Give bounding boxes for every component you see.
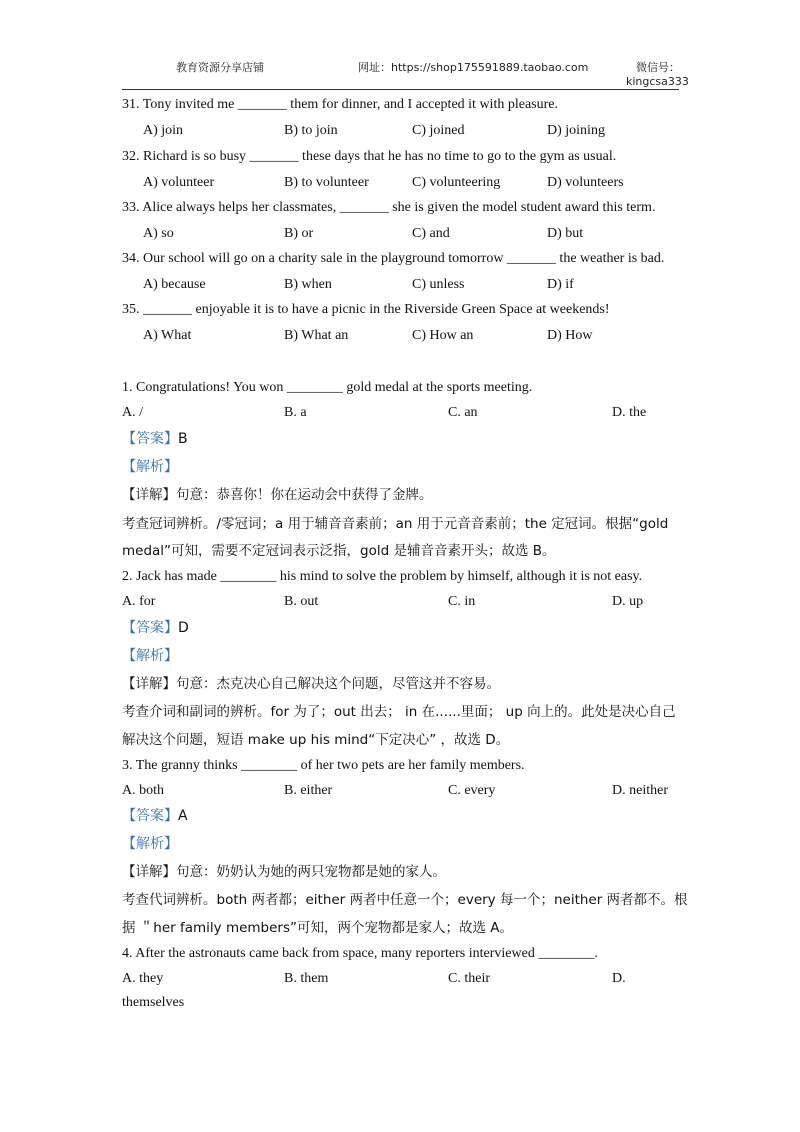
question-35: 35. _______ enjoyable it is to have a picnic in the Riverside Green Space at weekends!	[122, 302, 610, 317]
explanation-2-line1: 考查介词和副词的辨析。for 为了；out 出去； in 在......里面； up 向上的。此处是决心自己	[122, 704, 676, 720]
option-a: A. for	[122, 594, 156, 609]
answer-options-2	[122, 593, 682, 611]
option-d: D. neither	[612, 783, 668, 798]
options-35	[122, 327, 682, 345]
option-c: C) joined	[412, 123, 465, 138]
question-32: 32. Richard is so busy _______ these days that he has no time to go to the gym as usual.	[122, 149, 617, 164]
explanation-1-line1: 考查冠词辨析。/零冠词；a 用于辅音音素前；an 用于元音音素前；the 定冠词。根据“gold	[122, 516, 669, 532]
option-a: A. both	[122, 783, 164, 798]
option-b: B. either	[284, 783, 333, 798]
option-c: C. their	[448, 971, 490, 986]
option-c: C) volunteering	[412, 175, 501, 190]
option-c: C) How an	[412, 328, 474, 343]
explanation-2-line2: 解决这个问题，短语 make up his mind“下定决心” ，故选 D。	[122, 732, 510, 748]
options-31	[122, 122, 682, 140]
answer-options-4	[122, 970, 682, 988]
header-shop: 教育资源分享店铺	[176, 61, 264, 74]
answer-question-1: 1. Congratulations! You won ________ gold medal at the sports meeting.	[122, 380, 533, 395]
header-divider	[122, 89, 679, 90]
detail-2: 【详解】句意：杰克决心自己解决这个问题，尽管这并不容易。	[122, 676, 500, 692]
option-d: D) volunteers	[547, 175, 624, 190]
option-b: B) to join	[284, 123, 338, 138]
option-b: B) to volunteer	[284, 175, 369, 190]
option-b: B) or	[284, 226, 314, 241]
detail-1: 【详解】句意：恭喜你！你在运动会中获得了金牌。	[122, 487, 433, 503]
option-d: D) joining	[547, 123, 605, 138]
answer-label-3: 【答案】A	[122, 808, 188, 824]
option-d: D) but	[547, 226, 584, 241]
explanation-3-line1: 考查代词辨析。both 两者都；either 两者中任意一个；every 每一个；neither 两者都不。根	[122, 892, 688, 908]
option-c: C) and	[412, 226, 450, 241]
analysis-label-3: 【解析】	[122, 836, 178, 852]
question-33: 33. Alice always helps her classmates, _______ she is given the model student award this term.	[122, 200, 656, 215]
option-d: D) How	[547, 328, 593, 343]
option-d: D.	[612, 971, 626, 986]
option-a: A) so	[143, 226, 174, 241]
option-b: B) What an	[284, 328, 349, 343]
option-a: A) because	[143, 277, 206, 292]
header-wechat-id: kingcsa333	[626, 75, 689, 88]
option-b: B) when	[284, 277, 332, 292]
option-b: B. a	[284, 405, 307, 420]
answer-options-3	[122, 782, 682, 800]
analysis-label-1: 【解析】	[122, 459, 178, 475]
detail-3: 【详解】句意：奶奶认为她的两只宠物都是她的家人。	[122, 864, 446, 880]
options-33	[122, 225, 682, 243]
answer-label-2: 【答案】D	[122, 620, 189, 636]
header-site: 网址：https://shop175591889.taobao.com	[358, 61, 589, 74]
question-31: 31. Tony invited me _______ them for dinner, and I accepted it with pleasure.	[122, 97, 558, 112]
header-wechat-label: 微信号：	[636, 61, 680, 74]
analysis-label-2: 【解析】	[122, 648, 178, 664]
answer-question-2: 2. Jack has made ________ his mind to solve the problem by himself, although it is not easy.	[122, 569, 643, 584]
option-a: A. they	[122, 971, 164, 986]
options-34	[122, 276, 682, 294]
question-34: 34. Our school will go on a charity sale in the playground tomorrow _______ the weather is bad.	[122, 251, 665, 266]
answer-options-1	[122, 404, 682, 422]
option-a: A. /	[122, 405, 143, 420]
option-d: D. the	[612, 405, 647, 420]
answer-question-3: 3. The granny thinks ________ of her two pets are her family members.	[122, 758, 525, 773]
option-c: C. in	[448, 594, 476, 609]
answer-label-1: 【答案】B	[122, 431, 188, 447]
answer-value: D	[178, 620, 189, 636]
answer-value: A	[178, 808, 188, 824]
option-b: B. them	[284, 971, 329, 986]
option-c: C. every	[448, 783, 496, 798]
answer-value: B	[178, 431, 188, 447]
option-d: D) if	[547, 277, 574, 292]
options-32	[122, 174, 682, 192]
explanation-1-line2: medal”可知，需要不定冠词表示泛指，gold 是辅音音素开头；故选 B。	[122, 543, 556, 559]
option-a: A) volunteer	[143, 175, 215, 190]
option-d: D. up	[612, 594, 644, 609]
explanation-3-line2: 据 ＂her family members”可知，两个宠物都是家人；故选 A。	[122, 920, 514, 936]
option-b: B. out	[284, 594, 319, 609]
option-c: C) unless	[412, 277, 465, 292]
option-d-wrapped: themselves	[122, 995, 185, 1010]
option-c: C. an	[448, 405, 478, 420]
option-a: A) join	[143, 123, 184, 138]
answer-question-4: 4. After the astronauts came back from space, many reporters interviewed ________.	[122, 946, 598, 961]
option-a: A) What	[143, 328, 192, 343]
